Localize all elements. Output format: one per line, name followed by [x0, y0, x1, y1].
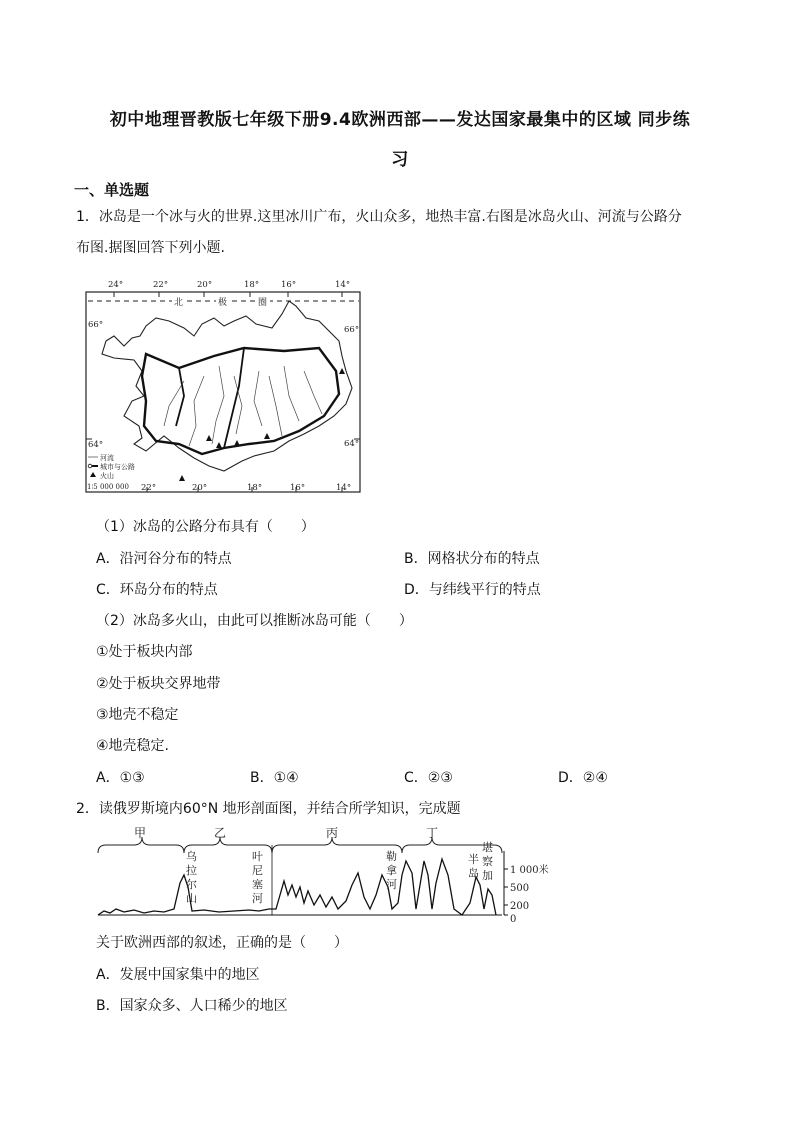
region-yi: 乙	[214, 826, 227, 840]
lon-bottom-label: 18°	[247, 483, 263, 493]
region-ding: 丁	[426, 826, 439, 840]
tick-1000: 1 000米	[510, 865, 549, 876]
q1-stem-line2: 布图.据图回答下列小题.	[76, 240, 225, 256]
label-kamchatka-a: 半岛	[468, 853, 479, 880]
region-jia: 甲	[134, 826, 147, 840]
q1-stem-line1: 1．冰岛是一个冰与火的世界.这里冰川广布，火山众多，地热丰富.右图是冰岛火山、河流与公路分	[76, 209, 682, 225]
title-line-2: 习	[391, 150, 409, 170]
q1-sub2-option-c[interactable]: C．②③	[404, 770, 453, 786]
lon-top-label: 14°	[335, 280, 351, 290]
q1-sub2-option-a[interactable]: A．①③	[96, 770, 145, 786]
russia-profile-diagram	[94, 825, 554, 923]
arctic-char: 圈	[258, 298, 268, 308]
lon-top-label: 16°	[281, 280, 297, 290]
lat-left-66: 66°	[88, 320, 104, 330]
legend-volcano: 火山	[100, 472, 114, 480]
section-heading: 一、单选题	[74, 181, 150, 199]
tick-0: 0	[510, 914, 517, 923]
arctic-char: 北	[174, 298, 184, 308]
label-ural: 乌拉尔山	[186, 850, 197, 905]
q1-sub2-option-b[interactable]: B．①④	[250, 770, 299, 786]
q1-sub2-option-d[interactable]: D．②④	[558, 770, 608, 786]
lon-bottom-label: 14°	[336, 483, 352, 493]
q2-option-a[interactable]: A．发展中国家集中的地区	[96, 967, 260, 983]
label-yenisei: 叶尼塞河	[252, 850, 263, 905]
lon-top-label: 20°	[197, 280, 213, 290]
tick-500: 500	[510, 883, 530, 894]
q1-sub2-item-4: ④地壳稳定.	[96, 738, 170, 754]
region-bing: 丙	[326, 826, 339, 840]
arctic-char: 极	[218, 298, 228, 308]
q1-sub2-item-2: ②处于板块交界地带	[96, 676, 221, 692]
lon-bottom-label: 16°	[290, 483, 306, 493]
lat-left-64: 64°	[88, 440, 104, 450]
lat-right-66: 66°	[344, 325, 360, 335]
lon-bottom-label: 20°	[192, 483, 208, 493]
terrain-line	[98, 859, 496, 915]
legend-city-road: 城市与公路	[100, 463, 135, 471]
iceland-map	[84, 276, 362, 494]
q1-sub2-stem: （2）冰岛多火山，由此可以推断冰岛可能（ ）	[96, 613, 413, 629]
lon-top-label: 18°	[244, 280, 260, 290]
q1-sub1-option-a[interactable]: A．沿河谷分布的特点	[96, 551, 232, 567]
label-kamchatka-b: 堪察加	[482, 841, 493, 882]
q1-sub2-item-1: ①处于板块内部	[96, 644, 193, 660]
title-line-1: 初中地理晋教版七年级下册9.4欧洲西部——发达国家最集中的区域 同步练	[109, 110, 691, 130]
legend-river: 河流	[100, 454, 114, 462]
q2-stem: 2．读俄罗斯境内60°N 地形剖面图，并结合所学知识，完成题	[76, 801, 461, 817]
q1-sub2-item-3: ③地壳不稳定	[96, 707, 179, 723]
legend-scale: 1∶5 000 000	[87, 483, 129, 491]
lon-top-label: 22°	[153, 280, 169, 290]
q1-sub1-option-b[interactable]: B．网格状分布的特点	[404, 551, 540, 567]
q2-question: 关于欧洲西部的叙述，正确的是（ ）	[96, 935, 348, 951]
q2-option-b[interactable]: B．国家众多、人口稀少的地区	[96, 998, 288, 1014]
label-lena: 勒拿河	[386, 850, 397, 891]
q1-sub1-stem: （1）冰岛的公路分布具有（ ）	[96, 519, 315, 535]
lon-top-label: 24°	[108, 280, 124, 290]
lon-bottom-label: 22°	[141, 483, 157, 493]
document-title	[70, 100, 730, 180]
q1-sub1-option-c[interactable]: C．环岛分布的特点	[96, 582, 218, 598]
tick-200: 200	[510, 901, 530, 912]
q1-sub1-option-d[interactable]: D．与纬线平行的特点	[404, 582, 541, 598]
lat-right-64: 64°	[344, 439, 360, 449]
